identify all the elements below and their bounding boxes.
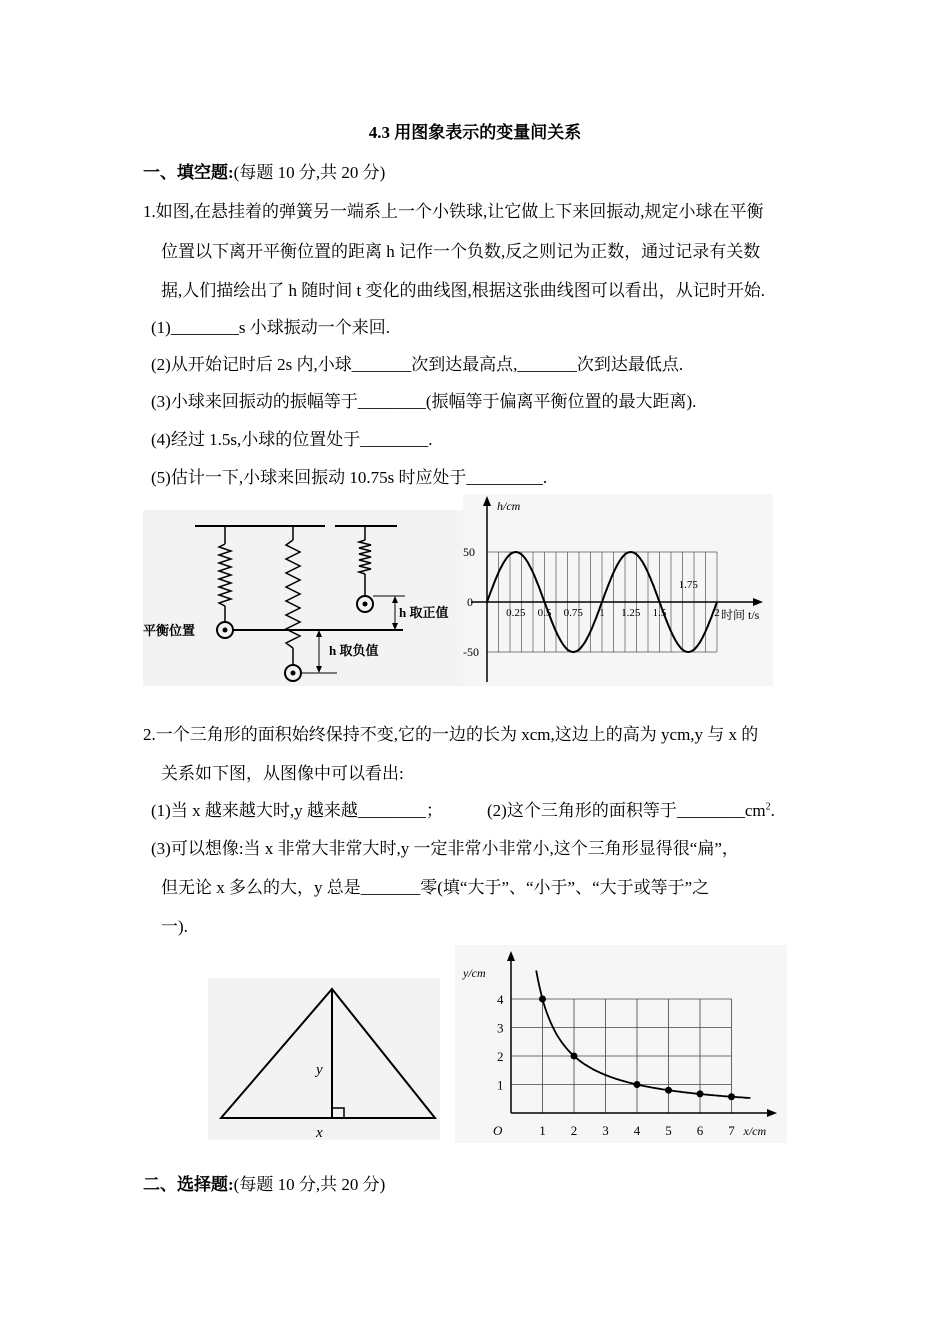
chart1-x-tick-label: 2: [714, 607, 720, 619]
label-balance-position: 平衡位置: [143, 623, 196, 638]
chart2-x-tick-label: 1: [539, 1123, 546, 1138]
oscillation-chart: [463, 494, 773, 686]
chart2-y-tick-label: 3: [497, 1020, 504, 1036]
chart1-x-tick-label: 1.5: [652, 607, 667, 619]
chart1-x-tick-label: 0.5: [537, 607, 552, 619]
q1-item-2: (2)从开始记时后 2s 内,小球_______次到达最高点,_______次到达最低点.: [151, 355, 684, 374]
q2-line-1: 2.一个三角形的面积始终保持不变,它的一边的长为 xcm,这边上的高为 ycm,y 与 x 的: [143, 725, 759, 744]
q2-line-2: 关系如下图，从图像中可以看出:: [161, 764, 404, 783]
q1-item-3: (3)小球来回振动的振幅等于________(振幅等于偏离平衡位置的最大距离).: [151, 392, 697, 411]
chart2-x-tick-label: 2: [570, 1123, 578, 1138]
inverse-chart: [455, 945, 787, 1143]
chart1-x-tick-label: 0.75: [563, 607, 583, 619]
q2-item-1: (1)当 x 越来越大时,y 越来越________；: [151, 801, 443, 820]
chart1-x-tick-label: 1.75: [678, 579, 698, 591]
chart2-x-tick-label: 3: [602, 1123, 609, 1138]
chart1-y-tick-label: 50: [463, 545, 475, 559]
q1-line-2: 位置以下离开平衡位置的距离 h 记作一个负数,反之则记为正数，通过记录有关数: [161, 242, 761, 261]
chart2-y-label: y/cm: [463, 966, 486, 980]
q2-item-2: [487, 796, 775, 821]
section-2-note: (每题 10 分,共 20 分): [233, 1175, 386, 1194]
chart2-data-point: [697, 1090, 704, 1097]
q1-item-1: (1)________s 小球振动一个来回.: [151, 318, 390, 337]
section-2-title: 二、选择题:: [143, 1175, 234, 1194]
chart1-x-label: 时间 t/s: [721, 608, 760, 622]
triangle-label-x: x: [316, 1125, 323, 1140]
chart1-y-label: h/cm: [497, 499, 521, 513]
chart1-origin-label: 0: [467, 595, 473, 609]
chart2-x-tick-label: 6: [696, 1123, 704, 1138]
chart2-data-point: [539, 996, 546, 1003]
q1-line-3: 据,人们描绘出了 h 随时间 t 变化的曲线图,根据这张曲线图可以看出，从记时开始.: [161, 281, 765, 300]
q2-item-2-sup: 2: [765, 801, 771, 813]
chart2-data-point: [728, 1093, 735, 1100]
chart2-x-label: x/cm: [743, 1124, 767, 1138]
q2-item-2-end: .: [770, 801, 775, 820]
spring-figure: [143, 510, 463, 686]
chart2-data-point: [634, 1081, 641, 1088]
section-2-heading: [143, 1170, 385, 1195]
label-h-negative: h 取负值: [329, 643, 379, 658]
q1-item-5: (5)估计一下,小球来回振动 10.75s 时应处于_________.: [151, 468, 548, 487]
q2-item-2-text: (2)这个三角形的面积等于________cm: [487, 801, 766, 820]
chart2-origin-label: O: [493, 1123, 503, 1138]
section-1-note: (每题 10 分,共 20 分): [233, 163, 386, 182]
chart2-data-point: [665, 1087, 672, 1094]
chart2-data-point: [571, 1053, 578, 1060]
q1-item-4: (4)经过 1.5s,小球的位置处于________.: [151, 430, 433, 449]
page-title: 4.3 用图象表示的变量间关系: [368, 123, 582, 142]
chart2-y-tick-label: 2: [497, 1049, 504, 1064]
chart2-x-tick-label: 5: [665, 1123, 672, 1138]
q1-line-1: 1.如图,在悬挂着的弹簧另一端系上一个小铁球,让它做上下来回振动,规定小球在平衡: [143, 202, 764, 221]
chart1-x-tick-label: 1.25: [621, 607, 641, 619]
q2-item-3-line-2: 但无论 x 多么的大，y 总是_______零(填“大于”、“小于”、“大于或等于”之: [161, 878, 710, 897]
label-h-positive: h 取正值: [399, 605, 449, 620]
chart2-x-tick-label: 4: [633, 1123, 641, 1138]
chart2-y-tick-label: 1: [497, 1077, 504, 1093]
triangle-label-y: y: [316, 1062, 323, 1078]
q2-item-3-line-3: 一).: [161, 917, 188, 936]
chart2-y-tick-label: 4: [497, 992, 504, 1007]
section-1-heading: [143, 158, 385, 183]
chart1-x-tick-label: 1: [599, 607, 605, 619]
chart1-x-tick-label: 0.25: [506, 607, 526, 619]
q2-item-3-line-1: (3)可以想像:当 x 非常大非常大时,y 一定非常小非常小,这个三角形显得很“扁”，: [151, 839, 739, 858]
chart1-y-tick-label: -50: [463, 645, 479, 659]
triangle-figure: [208, 978, 440, 1140]
section-1-title: 一、填空题:: [143, 163, 234, 182]
chart2-x-tick-label: 7: [728, 1123, 735, 1138]
